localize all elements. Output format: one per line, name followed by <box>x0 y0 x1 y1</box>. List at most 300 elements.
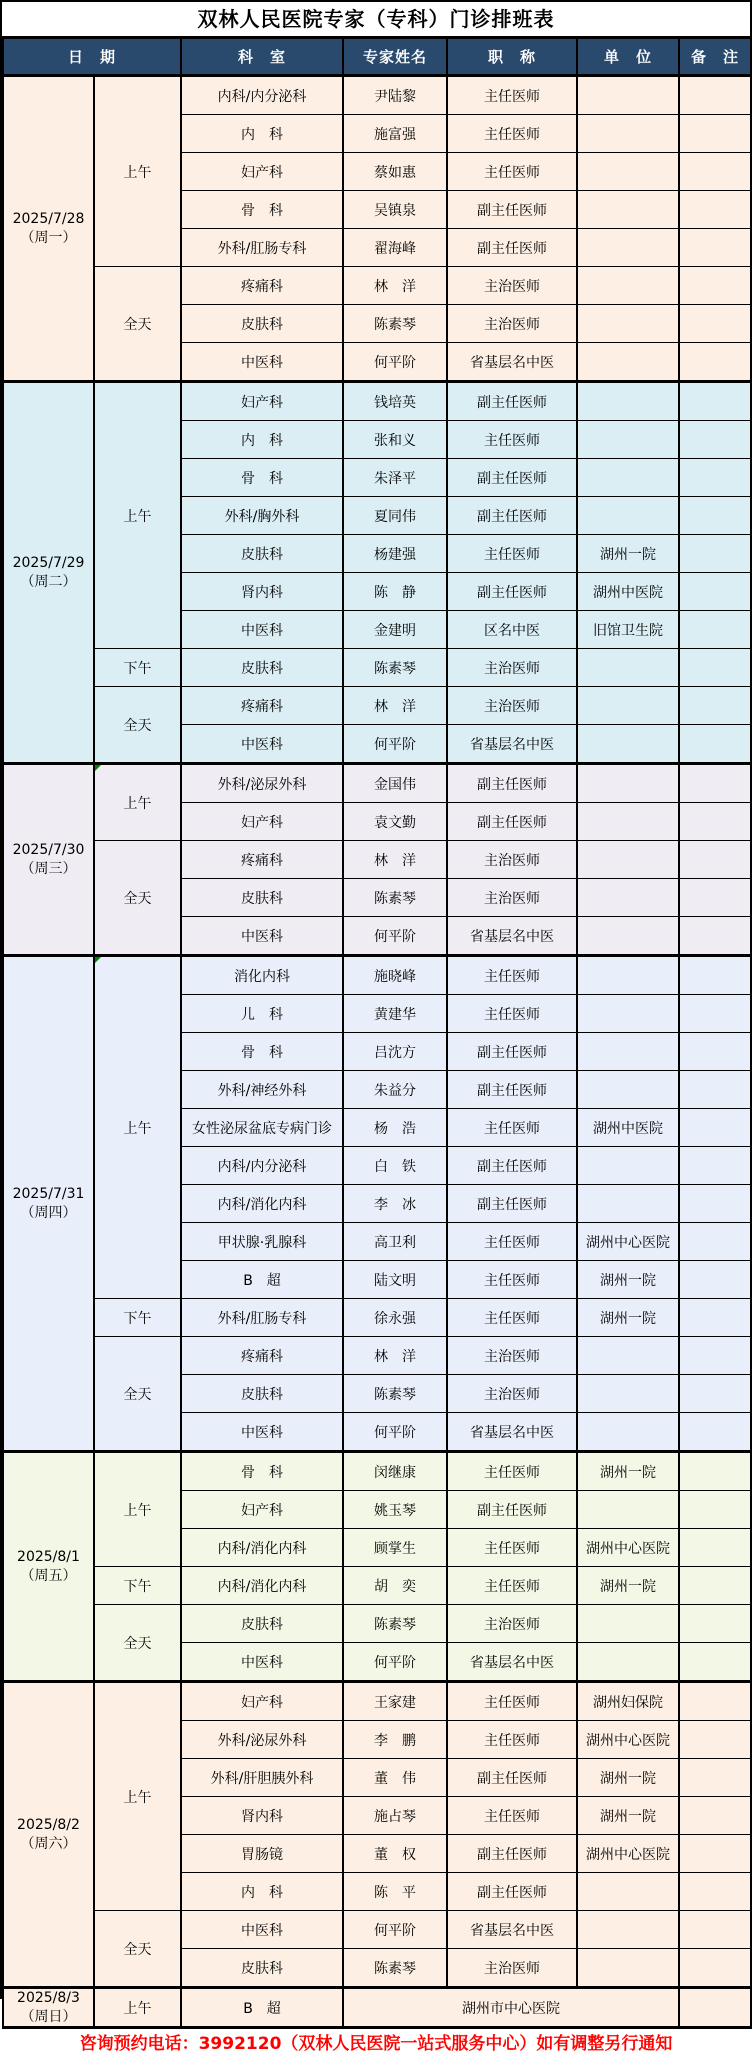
remark-cell <box>679 1185 751 1223</box>
remark-cell <box>679 1147 751 1185</box>
remark-cell <box>679 267 751 305</box>
name-cell: 杨 浩 <box>343 1109 447 1147</box>
unit-cell: 湖州一院 <box>577 1452 679 1491</box>
dept-cell: 妇产科 <box>181 382 343 421</box>
period-cell: 全天 <box>94 841 181 956</box>
date-cell <box>3 956 94 1452</box>
name-cell: 李 鹏 <box>343 1721 447 1759</box>
title-cell: 主任医师 <box>447 153 577 191</box>
title-cell: 副主任医师 <box>447 1759 577 1797</box>
title-cell: 副主任医师 <box>447 573 577 611</box>
dept-cell: 外科/泌尿外科 <box>181 764 343 803</box>
name-cell: 高卫利 <box>343 1223 447 1261</box>
remark-cell <box>679 841 751 879</box>
dept-cell: 外科/肝胆胰外科 <box>181 1759 343 1797</box>
dept-cell: 妇产科 <box>181 1682 343 1721</box>
table-row <box>3 764 751 803</box>
period-cell: 全天 <box>94 1605 181 1682</box>
remark-cell <box>679 1605 751 1643</box>
name-cell: 金国伟 <box>343 764 447 803</box>
remark-cell <box>679 1413 751 1452</box>
period-cell: 全天 <box>94 1911 181 1988</box>
dept-cell: B 超 <box>181 1261 343 1299</box>
name-cell: 陈 平 <box>343 1873 447 1911</box>
period-cell: 全天 <box>94 1337 181 1452</box>
unit-cell <box>577 382 679 421</box>
title-cell: 副主任医师 <box>447 459 577 497</box>
date-cell <box>3 1988 94 2028</box>
name-cell: 林 洋 <box>343 841 447 879</box>
name-cell: 陈素琴 <box>343 305 447 343</box>
title-cell: 主治医师 <box>447 1375 577 1413</box>
unit-cell: 湖州一院 <box>577 535 679 573</box>
remark-cell <box>679 229 751 267</box>
column-header-date: 日 期 <box>3 38 181 76</box>
unit-cell <box>577 1147 679 1185</box>
remark-cell <box>679 1682 751 1721</box>
dept-cell: 女性泌尿盆底专病门诊 <box>181 1109 343 1147</box>
remark-cell <box>679 1643 751 1682</box>
dept-cell: 外科/肛肠专科 <box>181 229 343 267</box>
remark-cell <box>679 1223 751 1261</box>
period-cell: 上午 <box>94 764 181 841</box>
weekday-text: （周日） <box>20 2008 77 2025</box>
dept-cell: 皮肤科 <box>181 1949 343 1988</box>
dept-cell: 中医科 <box>181 1911 343 1949</box>
unit-cell: 湖州一院 <box>577 1567 679 1605</box>
dept-cell: 外科/胸外科 <box>181 497 343 535</box>
period-cell: 全天 <box>94 687 181 764</box>
period-cell: 下午 <box>94 649 181 687</box>
title-cell: 省基层名中医 <box>447 1643 577 1682</box>
title-cell: 省基层名中医 <box>447 917 577 956</box>
name-cell: 顾掌生 <box>343 1529 447 1567</box>
dept-cell: 中医科 <box>181 1413 343 1452</box>
dept-cell: 肾内科 <box>181 1797 343 1835</box>
header-row <box>3 38 751 76</box>
title-cell: 主任医师 <box>447 1797 577 1835</box>
unit-cell <box>577 229 679 267</box>
name-cell: 何平阶 <box>343 1413 447 1452</box>
period-cell: 下午 <box>94 1567 181 1605</box>
dept-cell: 儿 科 <box>181 995 343 1033</box>
unit-cell <box>577 649 679 687</box>
unit-cell <box>577 1375 679 1413</box>
name-cell: 夏同伟 <box>343 497 447 535</box>
title-cell: 主任医师 <box>447 1261 577 1299</box>
name-cell: 施晓峰 <box>343 956 447 995</box>
title-cell: 省基层名中医 <box>447 725 577 764</box>
table-row <box>3 1988 751 2028</box>
name-cell: 朱益分 <box>343 1071 447 1109</box>
dept-cell: 妇产科 <box>181 153 343 191</box>
name-cell: 林 洋 <box>343 267 447 305</box>
dept-cell: 妇产科 <box>181 1491 343 1529</box>
title-cell: 主任医师 <box>447 1529 577 1567</box>
date-text: 2025/7/29 <box>12 555 85 572</box>
dept-cell: 疼痛科 <box>181 841 343 879</box>
footer-note: 咨询预约电话：3992120（双林人民医院一站式服务中心）如有调整另行通知 <box>79 2034 673 2054</box>
dept-cell: 内科/内分泌科 <box>181 76 343 115</box>
remark-cell <box>679 1988 751 2028</box>
remark-cell <box>679 649 751 687</box>
date-cell <box>3 764 94 956</box>
unit-cell <box>577 687 679 725</box>
title-cell: 主任医师 <box>447 76 577 115</box>
unit-cell <box>577 459 679 497</box>
period-cell: 上午 <box>94 956 181 1299</box>
title-cell: 副主任医师 <box>447 1033 577 1071</box>
name-cell: 施富强 <box>343 115 447 153</box>
remark-cell <box>679 153 751 191</box>
weekday-text: （周四） <box>20 1204 77 1221</box>
dept-cell: 皮肤科 <box>181 879 343 917</box>
unit-cell <box>577 1337 679 1375</box>
title-cell: 主任医师 <box>447 1452 577 1491</box>
unit-cell: 湖州中心医院 <box>577 1721 679 1759</box>
weekday-text: （周三） <box>20 860 77 877</box>
period-cell: 上午 <box>94 76 181 267</box>
dept-cell: 骨 科 <box>181 1033 343 1071</box>
name-cell: 吕沈方 <box>343 1033 447 1071</box>
remark-cell <box>679 1109 751 1147</box>
weekday-text: （周二） <box>20 573 77 590</box>
title-cell: 主治医师 <box>447 305 577 343</box>
remark-cell <box>679 1949 751 1988</box>
date-cell <box>3 1682 94 1988</box>
remark-cell <box>679 1261 751 1299</box>
merged-unit-cell: 湖州市中心医院 <box>343 1988 679 2028</box>
dept-cell: 骨 科 <box>181 191 343 229</box>
remark-cell <box>679 76 751 115</box>
unit-cell <box>577 764 679 803</box>
dept-cell: 外科/肛肠专科 <box>181 1299 343 1337</box>
cell-error-flag-icon <box>95 957 101 963</box>
table-row <box>3 956 751 995</box>
title-cell: 主治医师 <box>447 879 577 917</box>
unit-cell <box>577 1949 679 1988</box>
name-cell: 陈 静 <box>343 573 447 611</box>
remark-cell <box>679 343 751 382</box>
unit-cell <box>577 1413 679 1452</box>
remark-cell <box>679 1071 751 1109</box>
schedule-body <box>3 76 751 2028</box>
remark-cell <box>679 995 751 1033</box>
unit-cell <box>577 725 679 764</box>
dept-cell: 中医科 <box>181 917 343 956</box>
remark-cell <box>679 1033 751 1071</box>
unit-cell: 湖州中医院 <box>577 1109 679 1147</box>
dept-cell: 内 科 <box>181 1873 343 1911</box>
remark-cell <box>679 459 751 497</box>
column-header-expert-name: 专家姓名 <box>343 38 447 76</box>
dept-cell: 外科/神经外科 <box>181 1071 343 1109</box>
title-cell: 副主任医师 <box>447 1835 577 1873</box>
name-cell: 何平阶 <box>343 343 447 382</box>
dept-cell: 甲状腺·乳腺科 <box>181 1223 343 1261</box>
remark-cell <box>679 421 751 459</box>
title-cell: 主治医师 <box>447 841 577 879</box>
remark-cell <box>679 611 751 649</box>
name-cell: 翟海峰 <box>343 229 447 267</box>
title-cell: 省基层名中医 <box>447 1911 577 1949</box>
weekday-text: （周六） <box>20 1835 77 1852</box>
unit-cell <box>577 956 679 995</box>
unit-cell: 湖州中心医院 <box>577 1223 679 1261</box>
remark-cell <box>679 1797 751 1835</box>
dept-cell: 内科/消化内科 <box>181 1567 343 1605</box>
name-cell: 吴镇泉 <box>343 191 447 229</box>
dept-cell: 中医科 <box>181 343 343 382</box>
dept-cell: 皮肤科 <box>181 649 343 687</box>
name-cell: 杨建强 <box>343 535 447 573</box>
table-row <box>3 1682 751 1721</box>
name-cell: 林 洋 <box>343 687 447 725</box>
weekday-text: （周一） <box>20 229 77 246</box>
unit-cell: 湖州中心医院 <box>577 1529 679 1567</box>
column-header-title: 职 称 <box>447 38 577 76</box>
date-text: 2025/7/30 <box>12 842 85 859</box>
remark-cell <box>679 305 751 343</box>
dept-cell: 妇产科 <box>181 803 343 841</box>
name-cell: 李 冰 <box>343 1185 447 1223</box>
date-cell <box>3 76 94 382</box>
remark-cell <box>679 687 751 725</box>
unit-cell: 湖州妇保院 <box>577 1682 679 1721</box>
dept-cell: 内 科 <box>181 421 343 459</box>
title-cell: 副主任医师 <box>447 382 577 421</box>
period-cell: 下午 <box>94 1299 181 1337</box>
dept-cell: 皮肤科 <box>181 305 343 343</box>
table-row <box>3 1567 751 1605</box>
title-cell: 副主任医师 <box>447 497 577 535</box>
title-cell: 主治医师 <box>447 1337 577 1375</box>
dept-cell: 中医科 <box>181 1643 343 1682</box>
name-cell: 陈素琴 <box>343 649 447 687</box>
remark-cell <box>679 1567 751 1605</box>
title-cell: 省基层名中医 <box>447 343 577 382</box>
remark-cell <box>679 879 751 917</box>
remark-cell <box>679 1911 751 1949</box>
unit-cell: 湖州中医院 <box>577 573 679 611</box>
name-cell: 董 权 <box>343 1835 447 1873</box>
name-cell: 陈素琴 <box>343 1375 447 1413</box>
unit-cell <box>577 421 679 459</box>
title-cell: 主治医师 <box>447 649 577 687</box>
title-cell: 主任医师 <box>447 995 577 1033</box>
dept-cell: 内科/消化内科 <box>181 1529 343 1567</box>
unit-cell <box>577 841 679 879</box>
name-cell: 何平阶 <box>343 917 447 956</box>
date-cell <box>3 382 94 764</box>
remark-cell <box>679 917 751 956</box>
title-cell: 主任医师 <box>447 1299 577 1337</box>
table-row <box>3 1452 751 1491</box>
unit-cell <box>577 305 679 343</box>
name-cell: 姚玉琴 <box>343 1491 447 1529</box>
remark-cell <box>679 1835 751 1873</box>
remark-cell <box>679 1721 751 1759</box>
date-text: 2025/7/28 <box>12 211 85 228</box>
footer-bar <box>2 2029 750 2054</box>
dept-cell: 疼痛科 <box>181 687 343 725</box>
name-cell: 胡 奕 <box>343 1567 447 1605</box>
unit-cell <box>577 803 679 841</box>
title-cell: 主任医师 <box>447 1682 577 1721</box>
unit-cell <box>577 1643 679 1682</box>
unit-cell <box>577 879 679 917</box>
table-row <box>3 1911 751 1949</box>
column-header-remark: 备 注 <box>679 38 751 76</box>
table-row <box>3 687 751 725</box>
title-cell: 副主任医师 <box>447 764 577 803</box>
unit-cell <box>577 1033 679 1071</box>
title-cell: 主任医师 <box>447 421 577 459</box>
dept-cell: 骨 科 <box>181 1452 343 1491</box>
title-cell: 副主任医师 <box>447 1147 577 1185</box>
dept-cell: 皮肤科 <box>181 1605 343 1643</box>
remark-cell <box>679 1337 751 1375</box>
weekday-text: （周五） <box>20 1567 77 1584</box>
unit-cell <box>577 1605 679 1643</box>
name-cell: 蔡如惠 <box>343 153 447 191</box>
name-cell: 何平阶 <box>343 1911 447 1949</box>
remark-cell <box>679 382 751 421</box>
unit-cell <box>577 1491 679 1529</box>
title-cell: 主任医师 <box>447 535 577 573</box>
unit-cell <box>577 343 679 382</box>
remark-cell <box>679 535 751 573</box>
table-row <box>3 267 751 305</box>
name-cell: 王家建 <box>343 1682 447 1721</box>
title-cell: 区名中医 <box>447 611 577 649</box>
title-cell: 主任医师 <box>447 1567 577 1605</box>
table-row <box>3 649 751 687</box>
unit-cell <box>577 153 679 191</box>
unit-cell <box>577 1873 679 1911</box>
title-cell: 副主任医师 <box>447 803 577 841</box>
date-text: 2025/8/2 <box>17 1817 80 1834</box>
name-cell: 施占琴 <box>343 1797 447 1835</box>
dept-cell: 内 科 <box>181 115 343 153</box>
table-row <box>3 1605 751 1643</box>
remark-cell <box>679 115 751 153</box>
table-row <box>3 382 751 421</box>
title-cell: 主任医师 <box>447 956 577 995</box>
remark-cell <box>679 764 751 803</box>
name-cell: 黄建华 <box>343 995 447 1033</box>
name-cell: 陆文明 <box>343 1261 447 1299</box>
dept-cell: 皮肤科 <box>181 535 343 573</box>
title-cell: 主治医师 <box>447 267 577 305</box>
period-cell: 上午 <box>94 382 181 649</box>
remark-cell <box>679 956 751 995</box>
title-cell: 省基层名中医 <box>447 1413 577 1452</box>
unit-cell <box>577 115 679 153</box>
dept-cell: 肾内科 <box>181 573 343 611</box>
column-header-department: 科 室 <box>181 38 343 76</box>
unit-cell <box>577 1911 679 1949</box>
title-cell: 副主任医师 <box>447 191 577 229</box>
title-cell: 主任医师 <box>447 1109 577 1147</box>
title-cell: 主任医师 <box>447 1223 577 1261</box>
title-cell: 主治医师 <box>447 1605 577 1643</box>
name-cell: 徐永强 <box>343 1299 447 1337</box>
dept-cell: 消化内科 <box>181 956 343 995</box>
dept-cell: B 超 <box>181 1988 343 2028</box>
remark-cell <box>679 1873 751 1911</box>
remark-cell <box>679 1452 751 1491</box>
unit-cell <box>577 497 679 535</box>
unit-cell: 湖州一院 <box>577 1299 679 1337</box>
unit-cell: 湖州一院 <box>577 1797 679 1835</box>
name-cell: 张和义 <box>343 421 447 459</box>
dept-cell: 内科/消化内科 <box>181 1185 343 1223</box>
name-cell: 尹陆黎 <box>343 76 447 115</box>
unit-cell <box>577 917 679 956</box>
unit-cell <box>577 995 679 1033</box>
unit-cell <box>577 1185 679 1223</box>
table-row <box>3 1299 751 1337</box>
unit-cell <box>577 76 679 115</box>
unit-cell <box>577 1071 679 1109</box>
name-cell: 陈素琴 <box>343 879 447 917</box>
title-cell: 副主任医师 <box>447 1873 577 1911</box>
date-text: 2025/8/1 <box>17 1549 80 1566</box>
remark-cell <box>679 725 751 764</box>
remark-cell <box>679 1299 751 1337</box>
dept-cell: 外科/泌尿外科 <box>181 1721 343 1759</box>
table-row <box>3 76 751 115</box>
unit-cell: 湖州一院 <box>577 1759 679 1797</box>
unit-cell <box>577 267 679 305</box>
table-row <box>3 841 751 879</box>
name-cell: 袁文勤 <box>343 803 447 841</box>
name-cell: 钱培英 <box>343 382 447 421</box>
title-cell: 主治医师 <box>447 1949 577 1988</box>
unit-cell: 湖州一院 <box>577 1261 679 1299</box>
schedule-table <box>2 36 752 2029</box>
name-cell: 朱泽平 <box>343 459 447 497</box>
period-cell: 上午 <box>94 1452 181 1567</box>
remark-cell <box>679 573 751 611</box>
date-text: 2025/8/3 <box>17 1990 80 2007</box>
date-text: 2025/7/31 <box>12 1186 85 1203</box>
period-cell: 全天 <box>94 267 181 382</box>
remark-cell <box>679 1375 751 1413</box>
cell-error-flag-icon <box>95 765 101 771</box>
remark-cell <box>679 1529 751 1567</box>
title-cell: 副主任医师 <box>447 229 577 267</box>
dept-cell: 胃肠镜 <box>181 1835 343 1873</box>
table-row <box>3 1337 751 1375</box>
title-cell: 副主任医师 <box>447 1185 577 1223</box>
page-title: 双林人民医院专家（专科）门诊排班表 <box>2 2 750 36</box>
remark-cell <box>679 497 751 535</box>
name-cell: 何平阶 <box>343 1643 447 1682</box>
title-cell: 主治医师 <box>447 687 577 725</box>
name-cell: 董 伟 <box>343 1759 447 1797</box>
unit-cell: 旧馆卫生院 <box>577 611 679 649</box>
period-cell: 上午 <box>94 1988 181 2028</box>
dept-cell: 皮肤科 <box>181 1375 343 1413</box>
title-cell: 主任医师 <box>447 115 577 153</box>
name-cell: 闵继康 <box>343 1452 447 1491</box>
period-cell: 上午 <box>94 1682 181 1911</box>
name-cell: 白 铁 <box>343 1147 447 1185</box>
remark-cell <box>679 803 751 841</box>
name-cell: 陈素琴 <box>343 1605 447 1643</box>
